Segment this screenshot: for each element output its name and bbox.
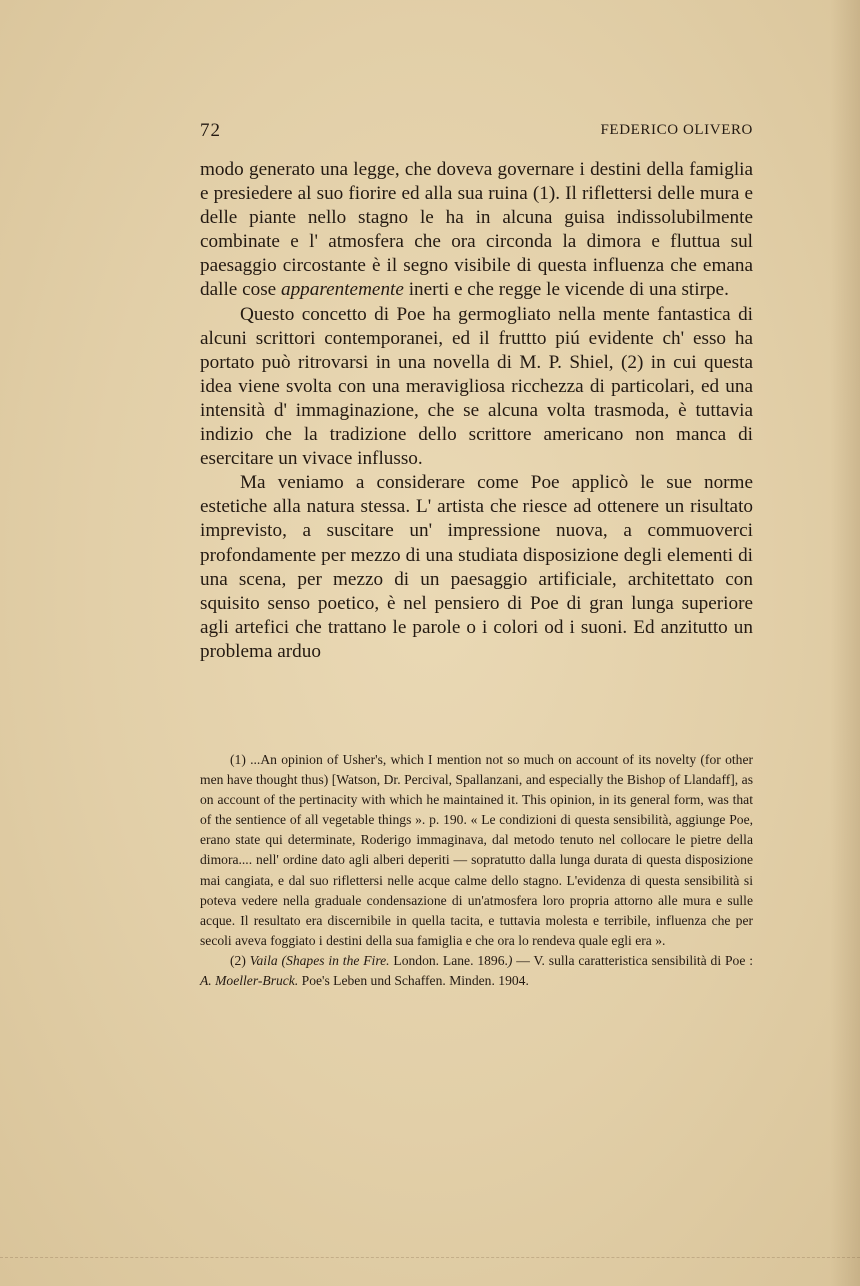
footnote-2: (2) Vaila (Shapes in the Fire. London. Lane. 1896.) — V. sulla caratteristica sensibilità di Poe : A. Moeller-Bruck. Poe's Leben und Schaffen. Minden. 1904. xyxy=(200,952,753,989)
running-head: FEDERICO OLIVERO xyxy=(600,122,753,138)
scan-artifact-line xyxy=(0,1257,860,1258)
body-text xyxy=(200,158,753,664)
page-edge-shadow xyxy=(830,0,860,1286)
page-number: 72 xyxy=(200,120,221,141)
paragraph-3: Ma veniamo a considerare come Poe applicò le sue norme estetiche alla natura stessa. L' artista che riesce ad ottenere un risultato imprevisto, a suscitare un' impressione nuova, a commuoverci profondamente per mezzo di una studiata disposizione degli elementi di una scena, per mezzo di un paesaggio artificiale, architettato con squisito senso poetico, è nel pensiero di Poe di gran lunga superiore agli artefici che trattano le parole o i colori od i suoni. Ed anzitutto un problema arduo xyxy=(200,472,753,662)
footnotes xyxy=(200,750,753,991)
footnote-author: A. Moeller-Bruck. xyxy=(200,973,299,989)
paragraph-1: modo generato una legge, che doveva governare i destini della famiglia e presiedere al suo fiorire ed alla sua ruina (1). Il riflettersi delle mura e delle piante nello stagno le ha in alcuna guisa indissolubilmente combinate e l' atmosfera che ora circonda la dimora e fluttua sul paesaggio circostante è il segno visibile di questa influenza che emana dalle cose apparentemente inerti e che regge le vicende di una stirpe. xyxy=(200,159,753,301)
footnote-title: Vaila (Shapes in the Fire. xyxy=(249,952,390,968)
page-header xyxy=(200,120,753,144)
emphasis-word: apparentemente xyxy=(280,279,404,301)
footnote-1: (1) ...An opinion of Usher's, which I mention not so much on account of its novelty (for other men have thought thus) [Watson, Dr. Percival, Spallanzani, and especially the Bishop of Llandaff], as on account of the pertinacity with which he maintained it. This opinion, in its general form, was that of the sentience of all vegetable things ». p. 190. « Le condizioni di questa sensibilità, aggiunge Poe, erano state qui determinate, Roderigo immaginava, dal metodo tenuto nel collocare le pietre della dimora.... nell' ordine dato agli alberi deperiti — sopratutto dalla lunga durata di questa disposizione mai cangiata, e dal suo riflettersi nelle acque calme dello stagno. L'evidenza di questa sensibilità si poteva vedere nella graduale condensazione di un'atmosfera loro propria attorno alle mura e sulle acque. Il resultato era discernibile in quella tacita, e tuttavia molesta e terribile, influenza che per secoli aveva foggiato i destini della sua famiglia e che ora lo rendeva quale egli era ». xyxy=(200,752,753,948)
paragraph-2: Questo concetto di Poe ha germogliato nella mente fantastica di alcuni scrittori contemporanei, ed il fruttto piú evidente ch' esso ha portato può ritrovarsi in una novella di M. P. Shiel, (2) in cui questa idea viene svolta con una meravigliosa ricchezza di particolari, ed una intensità d' immaginazione, che se alcuna volta trasmoda, è tuttavia indizio che la tradizione dello scrittore americano non manca di esercitare un vivace influsso. xyxy=(200,303,753,470)
